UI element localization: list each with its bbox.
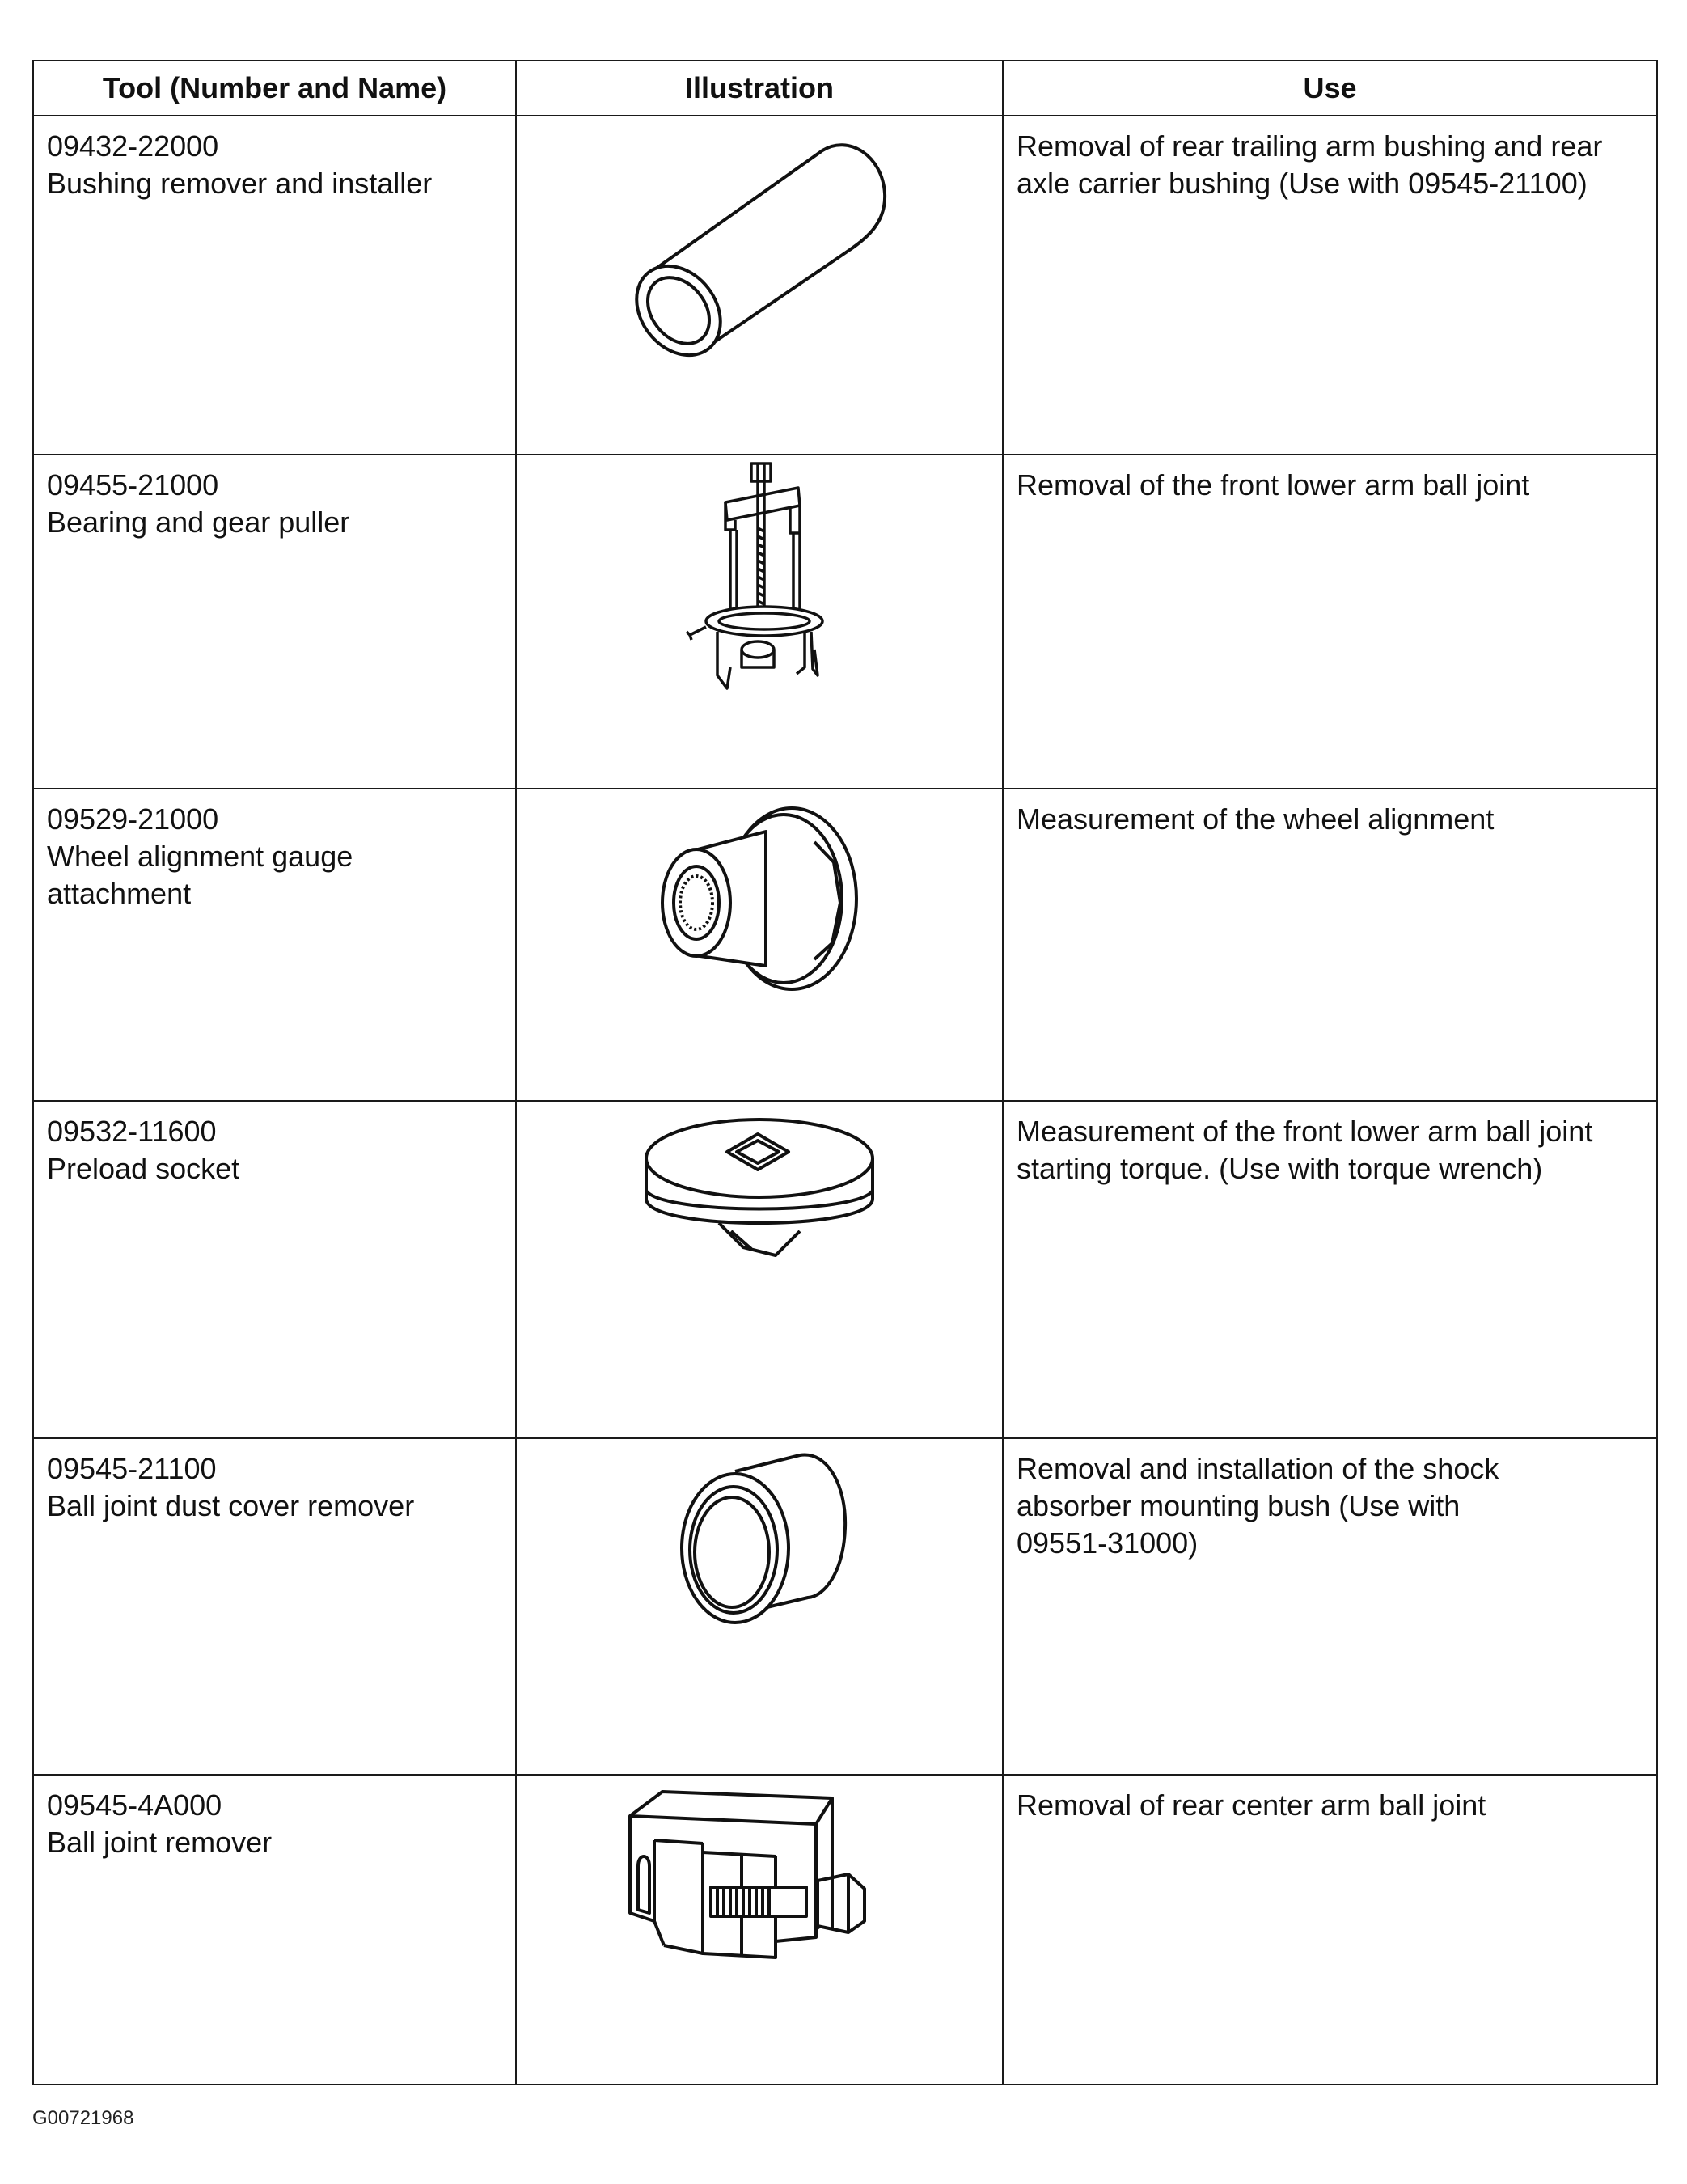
use-cell [1003, 1438, 1657, 1775]
tool-cell [33, 1101, 516, 1438]
tool-cell [33, 455, 516, 789]
illustration-cell [516, 1438, 1003, 1775]
table-row [33, 1775, 1657, 2085]
tool-cell [33, 116, 516, 455]
gear-puller-icon [679, 455, 840, 698]
use-cell [1003, 116, 1657, 455]
special-tools-table [32, 60, 1658, 2085]
table-header-row [33, 61, 1657, 116]
tool-name: Bushing remover and installer [47, 167, 433, 200]
tool-cell [33, 789, 516, 1101]
use-text: absorber mounting bush (Use with [1017, 1489, 1461, 1522]
table-row [33, 1438, 1657, 1775]
use-cell [1003, 455, 1657, 789]
header-use: Use [1003, 61, 1657, 116]
dust-cover-remover-icon [654, 1439, 865, 1649]
tool-cell [33, 1438, 516, 1775]
use-cell [1003, 1775, 1657, 2085]
header-illustration: Illustration [516, 61, 1003, 116]
table-row [33, 1101, 1657, 1438]
header-tool: Tool (Number and Name) [33, 61, 516, 116]
tool-number: 09432-22000 [47, 129, 219, 163]
illustration-cell [516, 116, 1003, 455]
tool-number: 09545-4A000 [47, 1788, 222, 1822]
tool-name: Ball joint dust cover remover [47, 1489, 415, 1522]
use-text: Removal and installation of the shock [1017, 1452, 1499, 1485]
illustration-cell [516, 789, 1003, 1101]
use-text: Removal of rear center arm ball joint [1017, 1788, 1486, 1822]
tool-number: 09529-21000 [47, 802, 219, 836]
tool-name: Ball joint remover [47, 1826, 273, 1859]
alignment-gauge-attachment-icon [638, 789, 881, 1008]
tool-number: 09545-21100 [47, 1452, 217, 1485]
use-text: 09551-31000) [1017, 1526, 1199, 1560]
use-cell [1003, 1101, 1657, 1438]
use-text: Removal of rear trailing arm bushing and rear [1017, 129, 1603, 163]
table-row [33, 789, 1657, 1101]
illustration-cell [516, 455, 1003, 789]
use-text: Measurement of the front lower arm ball joint [1017, 1115, 1593, 1148]
use-text: starting torque. (Use with torque wrench) [1017, 1152, 1543, 1185]
use-cell [1003, 789, 1657, 1101]
use-text: Removal of the front lower arm ball joint [1017, 468, 1530, 502]
use-text: axle carrier bushing (Use with 09545-21100) [1017, 167, 1588, 200]
tube-bushing-tool-icon [606, 116, 913, 359]
tool-name: Bearing and gear puller [47, 506, 350, 539]
tool-name: attachment [47, 877, 192, 910]
illustration-cell [516, 1775, 1003, 2085]
illustration-cell [516, 1101, 1003, 1438]
tool-name: Preload socket [47, 1152, 240, 1185]
table-row [33, 116, 1657, 455]
tool-cell [33, 1775, 516, 2085]
preload-socket-icon [630, 1102, 889, 1272]
use-text: Measurement of the wheel alignment [1017, 802, 1495, 836]
figure-code: G00721968 [32, 2107, 134, 2129]
tool-number: 09532-11600 [47, 1115, 217, 1148]
tool-name: Wheel alignment gauge [47, 840, 353, 873]
ball-joint-remover-icon [614, 1776, 905, 1986]
tool-number: 09455-21000 [47, 468, 219, 502]
table-row [33, 455, 1657, 789]
